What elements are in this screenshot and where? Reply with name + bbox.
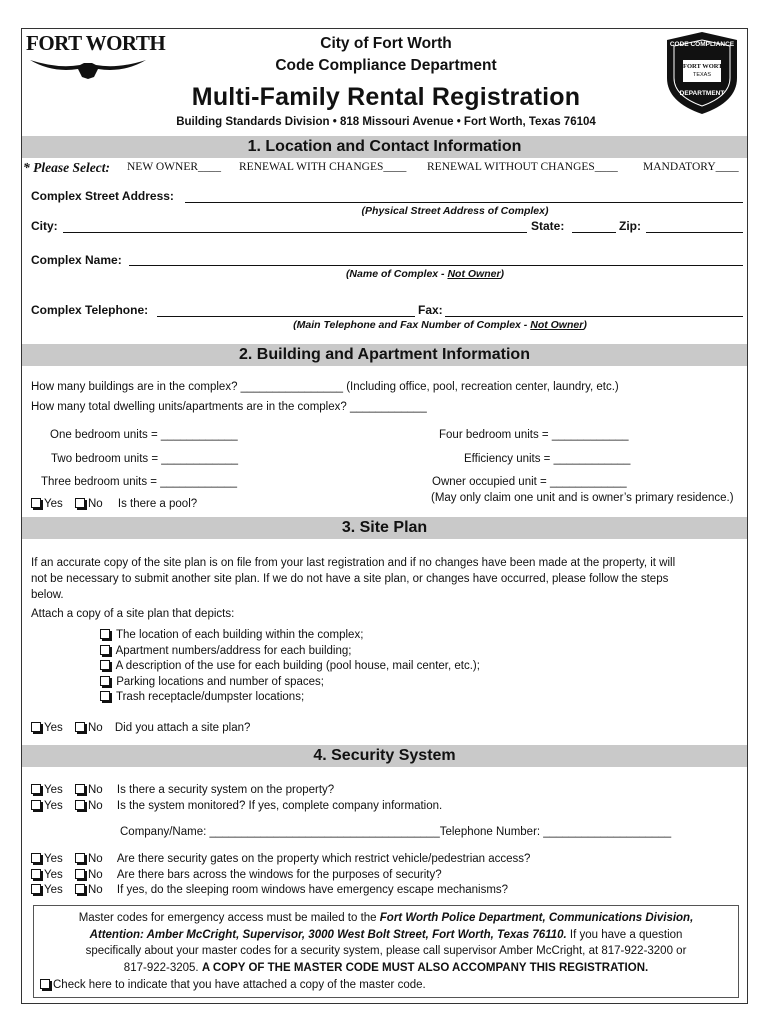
site-plan-item-checkbox[interactable]: [100, 676, 110, 686]
site-plan-question: Did you attach a site plan?: [114, 722, 251, 734]
buildings-question[interactable]: How many buildings are in the complex? ________________ (Including office, pool, recreation center, laundry, etc.): [31, 381, 619, 393]
complex-name-label: Complex Name:: [31, 253, 122, 267]
master-code-check-row: [40, 979, 426, 991]
complex-name-note: (Name of Complex - Not Owner): [345, 268, 505, 280]
list-item: Apartment numbers/address for each building;: [100, 644, 480, 660]
owner-occupied-note: (May only claim one unit and is owner’s primary residence.): [431, 492, 734, 504]
master-code-line3: specifically about your master codes for a security system, please call supervisor Amber McCright, at 817-922-3200 or: [85, 945, 687, 957]
site-plan-item-checkbox[interactable]: [100, 660, 110, 670]
zip-field[interactable]: [646, 232, 743, 233]
fax-field[interactable]: [445, 316, 743, 317]
monitored-yes-checkbox[interactable]: [31, 800, 41, 810]
master-code-instructions: [38, 910, 734, 976]
option-renewal-without-changes[interactable]: RENEWAL WITHOUT CHANGES____: [427, 161, 618, 173]
efficiency-units[interactable]: Efficiency units = ____________: [464, 453, 631, 465]
pool-row: Yes No Is there a pool?: [31, 498, 197, 510]
master-code-box: [33, 905, 739, 998]
company-telephone-fields[interactable]: Company/Name: ____________________________________Telephone Number: ____________________: [120, 826, 672, 838]
section1-header: [22, 136, 747, 158]
site-plan-yes-checkbox[interactable]: [31, 722, 41, 732]
section3-title: 3. Site Plan: [341, 519, 428, 536]
list-item: Trash receptacle/dumpster locations;: [100, 690, 480, 706]
security-gates-row: Yes No Are there security gates on the property which restrict vehicle/pedestrian access?: [31, 852, 530, 868]
site-plan-attached-row: Yes No Did you attach a site plan?: [31, 722, 250, 734]
owner-occupied-unit[interactable]: Owner occupied unit = ____________: [432, 476, 627, 488]
three-bedroom-units[interactable]: Three bedroom units = ____________: [41, 476, 237, 488]
monitored-row: Yes No Is the system monitored? If yes, complete company information.: [31, 798, 442, 814]
telephone-label: Complex Telephone:: [31, 303, 149, 317]
please-select-label: * Please Select:: [23, 160, 110, 175]
master-code-checkbox[interactable]: [40, 979, 50, 989]
section4-title: 4. Security System: [313, 747, 456, 764]
site-plan-item-checkbox[interactable]: [100, 691, 110, 701]
bars-no-checkbox[interactable]: [75, 869, 85, 879]
state-field[interactable]: [572, 232, 616, 233]
one-bedroom-units[interactable]: One bedroom units = ____________: [50, 429, 238, 441]
site-plan-item-checkbox[interactable]: [100, 629, 110, 639]
security-yesno-block-1: [31, 782, 442, 814]
city-field[interactable]: [63, 232, 527, 233]
telephone-field[interactable]: [157, 316, 415, 317]
site-plan-paragraph: [31, 555, 747, 603]
site-plan-checklist: [100, 628, 480, 706]
city-label: City:: [31, 219, 58, 233]
site-plan-para-line1: If an accurate copy of the site plan is on file from your last registration and if no changes have been made at the property, it will: [31, 557, 676, 569]
city-name: City of Fort Worth: [320, 35, 452, 52]
complex-name-field[interactable]: [129, 265, 743, 266]
units-question[interactable]: How many total dwelling units/apartments are in the complex? ____________: [31, 401, 427, 413]
monitored-no-checkbox[interactable]: [75, 800, 85, 810]
site-plan-no-checkbox[interactable]: [75, 722, 85, 732]
street-address-field[interactable]: [185, 202, 743, 203]
attach-site-plan-label: Attach a copy of a site plan that depicts:: [31, 608, 235, 620]
two-bedroom-units[interactable]: Two bedroom units = ____________: [51, 453, 239, 465]
master-code-check-label: Check here to indicate that you have attached a copy of the master code.: [53, 979, 426, 991]
security-system-yes-checkbox[interactable]: [31, 784, 41, 794]
form-title: Multi-Family Rental Registration: [191, 83, 581, 111]
window-bars-row: Yes No Are there bars across the windows for the purposes of security?: [31, 868, 530, 884]
escape-no-checkbox[interactable]: [75, 884, 85, 894]
street-address-label: Complex Street Address:: [31, 189, 174, 203]
pool-question: Is there a pool?: [117, 498, 198, 510]
escape-yes-checkbox[interactable]: [31, 884, 41, 894]
fax-label: Fax:: [418, 303, 443, 317]
seal-sub-text: TEXAS: [692, 72, 712, 78]
telephone-note: (Main Telephone and Fax Number of Complex - Not Owner): [293, 319, 587, 331]
pool-no-checkbox[interactable]: [75, 498, 85, 508]
code-compliance-seal: [663, 30, 741, 116]
site-plan-para-line3: below.: [31, 589, 64, 601]
option-renewal-with-changes[interactable]: RENEWAL WITH CHANGES____: [239, 161, 407, 173]
security-system-row: Yes No Is there a security system on the property?: [31, 782, 442, 798]
list-item: A description of the use for each building (pool house, mail center, etc.);: [100, 659, 480, 675]
fort-worth-logo: [26, 31, 166, 79]
longhorn-icon: [28, 57, 148, 79]
gates-yes-checkbox[interactable]: [31, 853, 41, 863]
security-system-no-checkbox[interactable]: [75, 784, 85, 794]
gates-no-checkbox[interactable]: [75, 853, 85, 863]
master-code-line1: Master codes for emergency access must be mailed to the Fort Worth Police Department, Communications Division,: [78, 912, 694, 924]
four-bedroom-units[interactable]: Four bedroom units = ____________: [439, 429, 629, 441]
department-name: Code Compliance Department: [275, 57, 497, 74]
site-plan-para-line2: not be necessary to submit another site plan. If we do not have a site plan, or changes have occurred, please follow the steps: [31, 573, 669, 585]
list-item: The location of each building within the complex;: [100, 628, 480, 644]
option-mandatory[interactable]: MANDATORY____: [643, 161, 739, 173]
section3-header: [22, 517, 747, 539]
master-code-line2: Attention: Amber McCright, Supervisor, 3000 West Bolt Street, Fort Worth, Texas 76110. If you have a question: [89, 928, 683, 941]
logo-text: FORT WORTH: [26, 31, 166, 55]
zip-label: Zip:: [619, 219, 641, 233]
seal-top-text: CODE COMPLIANCE: [669, 41, 735, 48]
seal-bottom-text: DEPARTMENT: [679, 90, 725, 97]
security-yesno-block-2: [31, 852, 530, 899]
pool-yes-checkbox[interactable]: [31, 498, 41, 508]
section2-header: [22, 344, 747, 366]
section4-header: [22, 745, 747, 767]
state-label: State:: [531, 219, 565, 233]
section2-title: 2. Building and Apartment Information: [239, 346, 530, 363]
escape-mechanisms-row: Yes No If yes, do the sleeping room windows have emergency escape mechanisms?: [31, 883, 530, 899]
site-plan-item-checkbox[interactable]: [100, 645, 110, 655]
list-item: Parking locations and number of spaces;: [100, 675, 480, 691]
section1-title: 1. Location and Contact Information: [247, 138, 522, 155]
seal-center-text: FORT WORTH: [683, 63, 728, 70]
street-address-note: (Physical Street Address of Complex): [361, 205, 549, 217]
address-line: Building Standards Division • 818 Missouri Avenue • Fort Worth, Texas 76104: [176, 116, 596, 128]
bars-yes-checkbox[interactable]: [31, 869, 41, 879]
option-new-owner[interactable]: NEW OWNER____: [127, 161, 222, 173]
master-code-line4: 817-922-3205. A COPY OF THE MASTER CODE MUST ALSO ACCOMPANY THIS REGISTRATION.: [123, 961, 649, 974]
